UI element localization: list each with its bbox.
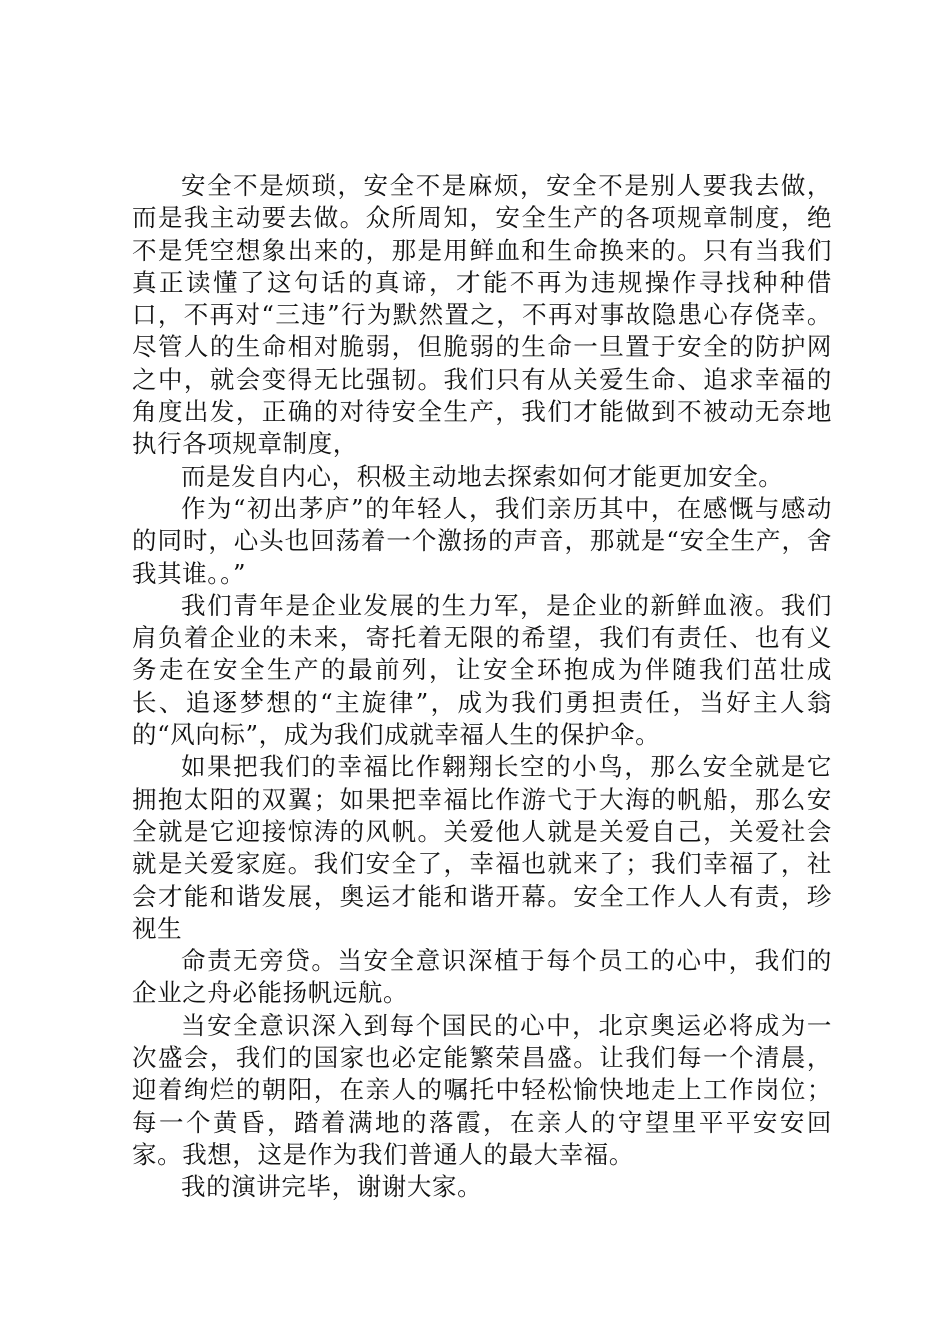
paragraph-1: 安全不是烦琐，安全不是麻烦，安全不是别人要我去做，而是我主动要去做。众所周知，安全生产的各项规章制度，绝不是凭空想象出来的，那是用鲜血和生命换来的。只有当我们真正读懂了这句话的真谛，才能不再为违规操作寻找种种借口，不再对“三违”行为默然置之，不再对事故隐患心存侥幸。尽管人的生命相对脆弱，但脆弱的生命一旦置于安全的防护网之中，就会变得无比强韧。我们只有从关爱生命、追求幸福的角度出发，正确的对待安全生产，我们才能做到不被动无奈地执行各项规章制度， <box>132 171 832 459</box>
paragraph-4: 我们青年是企业发展的生力军，是企业的新鲜血液。我们肩负着企业的未来，寄托着无限的希望，我们有责任、也有义务走在安全生产的最前列，让安全环抱成为伴随我们茁壮成长、追逐梦想的“主旋律”，成为我们勇担责任，当好主人翁的“风向标”，成为我们成就幸福人生的保护伞。 <box>132 590 832 750</box>
paragraph-6: 命责无旁贷。当安全意识深植于每个员工的心中，我们的企业之舟必能扬帆远航。 <box>132 946 832 1008</box>
paragraph-2: 而是发自内心，积极主动地去探索如何才能更加安全。 <box>181 461 784 491</box>
paragraph-5: 如果把我们的幸福比作翱翔长空的小鸟，那么安全就是它拥抱太阳的双翼；如果把幸福比作游弋于大海的帆船，那么安全就是它迎接惊涛的风帆。关爱他人就是关爱自己，关爱社会就是关爱家庭。我们安全了，幸福也就来了；我们幸福了，社会才能和谐发展，奥运才能和谐开幕。安全工作人人有责，珍视生 <box>132 752 832 943</box>
paragraph-7: 当安全意识深入到每个国民的心中，北京奥运必将成为一次盛会，我们的国家也必定能繁荣昌盛。让我们每一个清晨，迎着绚烂的朝阳，在亲人的嘱托中轻松愉快地走上工作岗位；每一个黄昏，踏着满地的落霞，在亲人的守望里平平安安回家。我想，这是作为我们普通人的最大幸福。 <box>132 1010 832 1169</box>
paragraph-8: 我的演讲完毕，谢谢大家。 <box>181 1172 483 1202</box>
document-body <box>132 170 832 1204</box>
paragraph-3: 作为“初出茅庐”的年轻人，我们亲历其中，在感慨与感动的同时，心头也回荡着一个激扬的声音，那就是“安全生产，舍我其谁。。” <box>132 493 832 588</box>
